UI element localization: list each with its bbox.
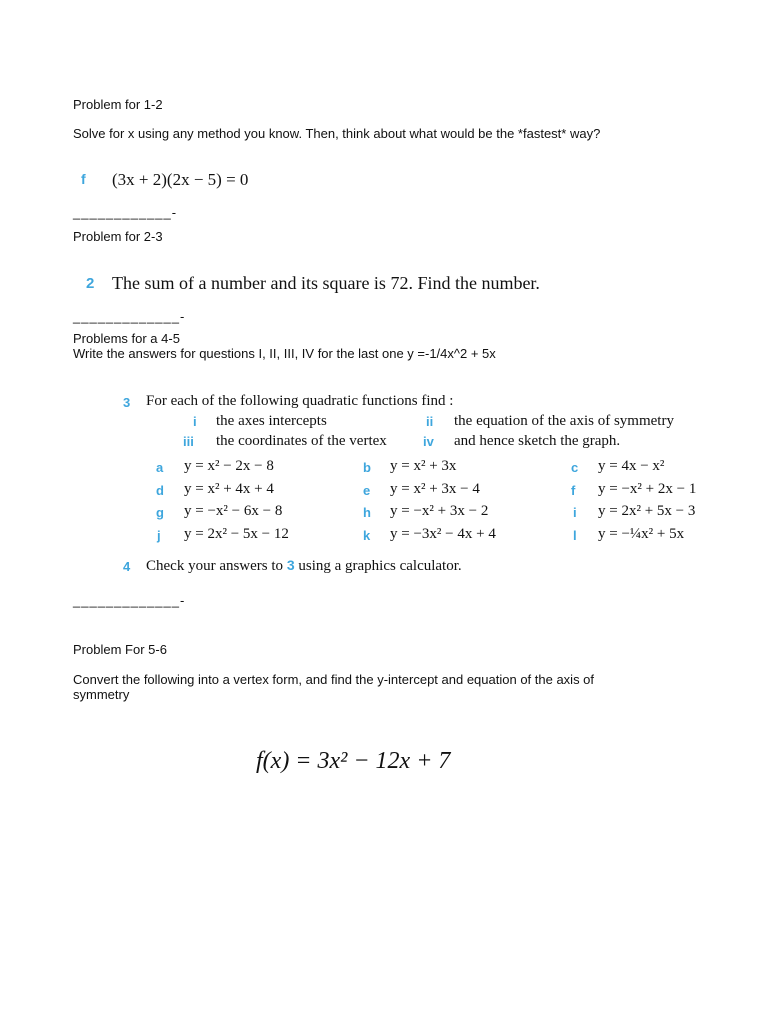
function-expression: y = −¼x² + 5x	[598, 526, 685, 542]
part-label: iv	[423, 434, 434, 449]
question-4-text-before: Check your answers to	[146, 558, 284, 574]
function-expression: y = 2x² − 5x − 12	[184, 526, 289, 542]
part-label: iii	[183, 434, 194, 449]
separator: _____________-	[73, 593, 186, 608]
function-expression: y = −x² + 3x − 2	[390, 503, 489, 519]
function-expression: y = x² + 3x	[390, 458, 457, 474]
function-label: l	[573, 528, 577, 543]
problem-5-6-instruction-line1: Convert the following into a vertex form, and find the y-intercept and equation of the axis of	[73, 672, 595, 687]
function-expression: y = −3x² − 4x + 4	[390, 526, 496, 542]
function-label: g	[156, 505, 164, 520]
problem-2-3-text: The sum of a number and its square is 72. Find the number.	[112, 273, 540, 293]
function-label: c	[571, 460, 579, 475]
function-label: j	[157, 528, 161, 543]
function-expression: y = 4x − x²	[598, 458, 665, 474]
problem-2-3-number: 2	[86, 275, 95, 292]
question-4-ref: 3	[286, 557, 295, 573]
function-expression: y = x² + 4x + 4	[184, 481, 274, 497]
function-expression: y = x² − 2x − 8	[184, 458, 274, 474]
function-label: b	[363, 460, 371, 475]
function-label: f	[571, 483, 576, 498]
problem-5-6-title: Problem For 5-6	[73, 642, 167, 657]
function-expression: y = x² + 3x − 4	[390, 481, 480, 497]
function-label: k	[363, 528, 371, 543]
question-4-text	[146, 557, 462, 575]
problem-2-3-title: Problem for 2-3	[73, 229, 163, 244]
separator: ____________-	[73, 205, 178, 220]
part-label: ii	[426, 414, 434, 429]
function-label: e	[363, 483, 371, 498]
function-label: d	[156, 483, 164, 498]
function-label: a	[156, 460, 164, 475]
problem-4-5-title: Problems for a 4-5	[73, 331, 180, 346]
function-label: h	[363, 505, 371, 520]
part-label: i	[193, 414, 197, 429]
part-text: the coordinates of the vertex	[216, 433, 387, 449]
part-text: the axes intercepts	[216, 413, 327, 429]
function-expression: y = −x² − 6x − 8	[184, 503, 283, 519]
problem-5-6-instruction-line2: symmetry	[73, 687, 130, 702]
problem-1-2-label: f	[81, 171, 86, 187]
question-4-text-after: using a graphics calculator.	[298, 558, 462, 574]
function-label: i	[573, 505, 577, 520]
function-expression: y = −x² + 2x − 1	[598, 481, 697, 497]
question-3-number: 3	[123, 395, 131, 410]
problem-1-2-equation: (3x + 2)(2x − 5) = 0	[112, 170, 249, 189]
problem-1-2-instruction: Solve for x using any method you know. Then, think about what would be the *fastest* way?	[73, 126, 601, 141]
problem-1-2-title: Problem for 1-2	[73, 97, 163, 112]
question-3-intro: For each of the following quadratic functions find :	[146, 393, 454, 409]
question-4-number: 4	[123, 559, 131, 574]
problem-5-6-equation: f(x) = 3x² − 12x + 7	[256, 748, 451, 774]
part-text: the equation of the axis of symmetry	[454, 413, 674, 429]
part-text: and hence sketch the graph.	[454, 433, 621, 449]
problem-4-5-instruction: Write the answers for questions I, II, III, IV for the last one y =-1/4x^2 + 5x	[73, 346, 496, 361]
separator: _____________-	[73, 309, 186, 324]
function-expression: y = 2x² + 5x − 3	[598, 503, 696, 519]
